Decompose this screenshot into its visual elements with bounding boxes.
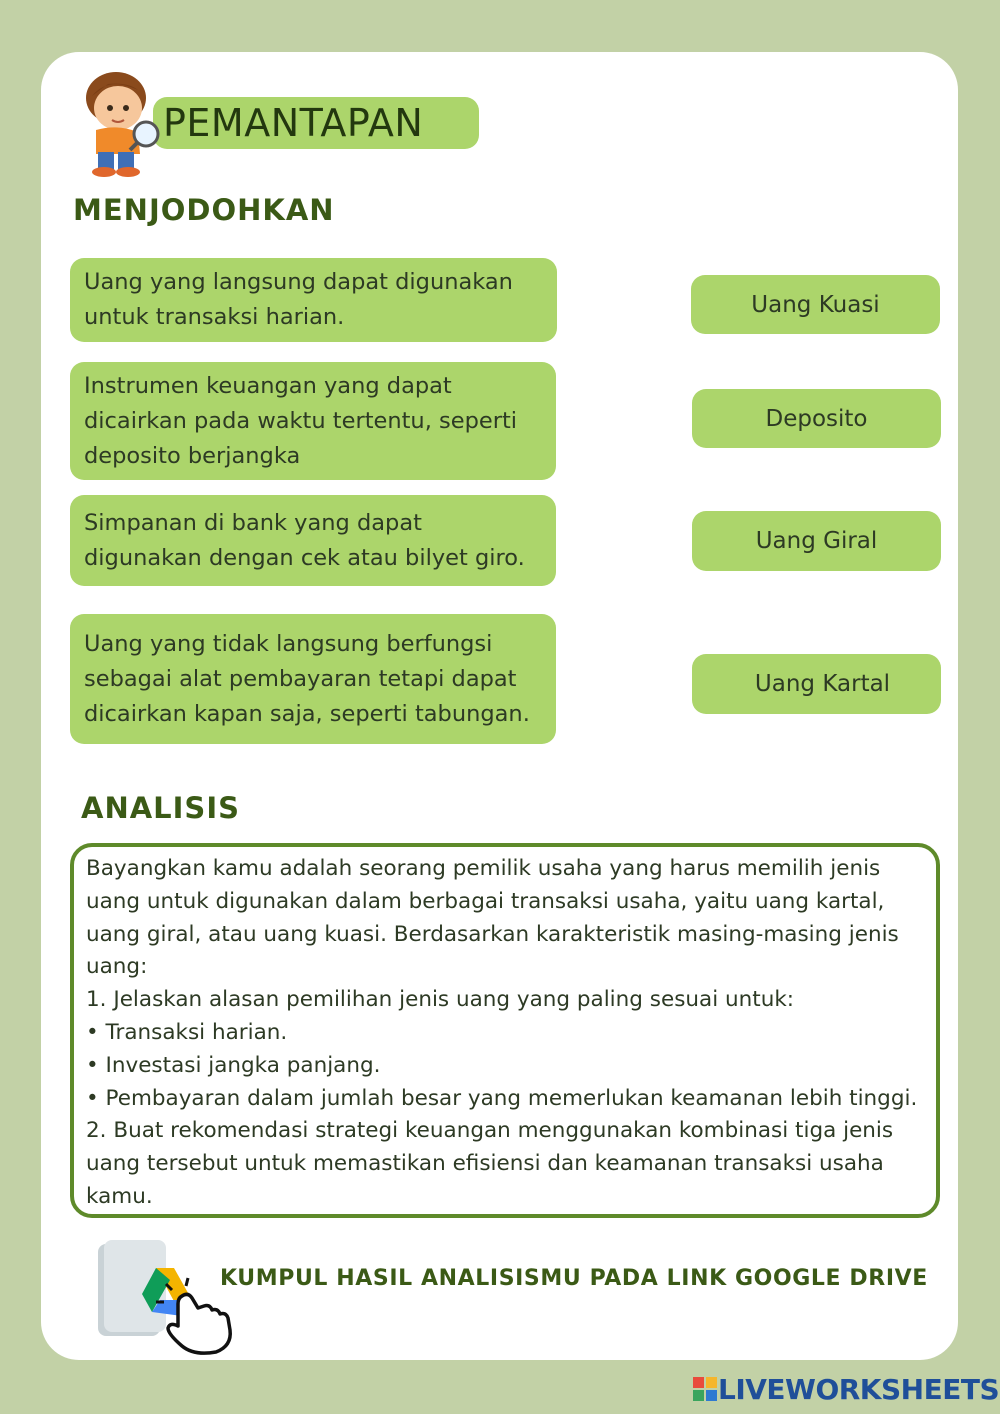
question-box-2[interactable] xyxy=(70,362,556,480)
question-4-line-3: dicairkan kapan saja, seperti tabungan. xyxy=(84,700,530,727)
answer-box-uang-kuasi[interactable]: Uang Kuasi xyxy=(691,275,940,334)
question-4-line-2: sebagai alat pembayaran tetapi dapat xyxy=(84,665,517,692)
analysis-line: uang: xyxy=(86,954,148,980)
question-4-line-1: Uang yang tidak langsung berfungsi xyxy=(84,630,493,657)
kid-magnifier-icon xyxy=(68,68,168,178)
question-box-3[interactable] xyxy=(70,495,556,586)
question-2-line-2: dicairkan pada waktu tertentu, seperti xyxy=(84,407,518,434)
liveworksheets-brand-text: LIVEWORKSHEETS xyxy=(718,1372,1000,1406)
google-drive-click-icon[interactable] xyxy=(94,1238,236,1358)
analysis-line: uang tersebut untuk memastikan efisiensi dan keamanan transaksi usaha xyxy=(86,1151,884,1177)
answer-box-uang-kartal[interactable]: Uang Kartal xyxy=(692,654,941,714)
analysis-line: Bayangkan kamu adalah seorang pemilik usaha yang harus memilih jenis xyxy=(86,856,881,881)
matching-section-title: MENJODOHKAN xyxy=(73,193,335,227)
analysis-section-title: ANALISIS xyxy=(81,791,240,825)
answer-box-deposito[interactable]: Deposito xyxy=(692,389,941,448)
question-1-line-1: Uang yang langsung dapat digunakan xyxy=(84,269,513,295)
question-box-1[interactable] xyxy=(70,258,557,342)
analysis-line: • Investasi jangka panjang. xyxy=(86,1052,381,1078)
google-drive-instruction: KUMPUL HASIL ANALISISMU PADA LINK GOOGLE DRIVE xyxy=(220,1266,928,1291)
liveworksheets-logo xyxy=(692,1372,999,1406)
analysis-line: uang giral, atau uang kuasi. Berdasarkan karakteristik masing-masing jenis xyxy=(86,921,899,947)
question-3-line-2: digunakan dengan cek atau bilyet giro. xyxy=(84,544,525,571)
question-3-line-1: Simpanan di bank yang dapat xyxy=(84,509,422,536)
analysis-line: 1. Jelaskan alasan pemilihan jenis uang yang paling sesuai untuk: xyxy=(86,987,795,1013)
analysis-prompt-box xyxy=(70,843,940,1218)
answer-box-uang-giral[interactable]: Uang Giral xyxy=(692,511,941,571)
analysis-line: kamu. xyxy=(86,1183,153,1209)
question-2-line-3: deposito berjangka xyxy=(84,442,301,469)
analysis-line: • Pembayaran dalam jumlah besar yang memerlukan keamanan lebih tinggi. xyxy=(86,1085,918,1111)
question-1-line-2: untuk transaksi harian. xyxy=(84,304,345,330)
page-title: PEMANTAPAN xyxy=(163,101,424,145)
question-box-4[interactable] xyxy=(70,614,556,744)
analysis-line: uang untuk digunakan dalam berbagai transaksi usaha, yaitu uang kartal, xyxy=(86,888,885,914)
question-2-line-1: Instrumen keuangan yang dapat xyxy=(84,372,452,399)
analysis-line: • Transaksi harian. xyxy=(86,1019,288,1045)
liveworksheets-logo-icon xyxy=(692,1376,718,1402)
analysis-line: 2. Buat rekomendasi strategi keuangan menggunakan kombinasi tiga jenis xyxy=(86,1118,894,1144)
